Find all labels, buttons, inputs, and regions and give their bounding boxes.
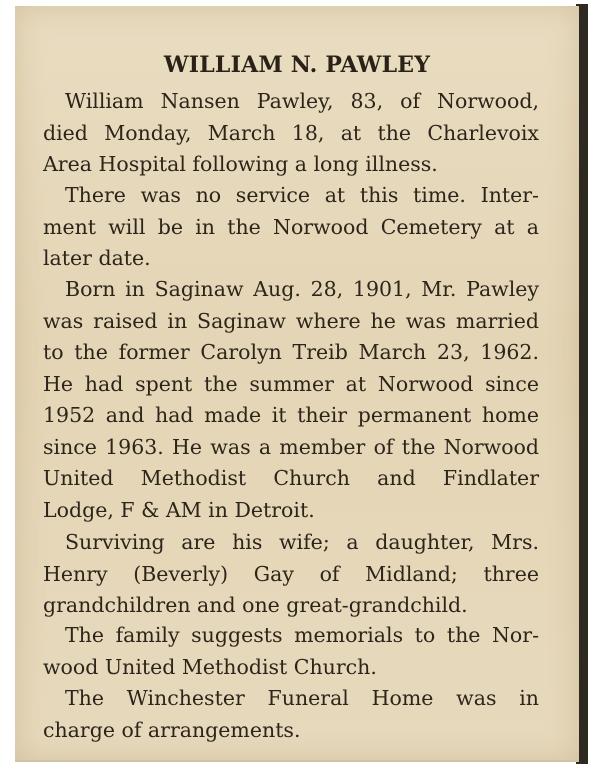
clipping-bottom-edge [15, 760, 579, 762]
newspaper-clipping [15, 6, 579, 762]
text-line: Lodge, F & AM in Detroit. [43, 497, 315, 522]
text-line: Born in Saginaw Aug. 28, 1901, Mr. Pawley [65, 277, 539, 301]
text-line: later date. [43, 246, 151, 270]
text-line: was raised in Saginaw where he was married [43, 308, 539, 333]
text-line: since 1963. He was a member of the Norwood [43, 434, 539, 459]
text-line: 1952 and had made it their permanent home [43, 403, 539, 427]
text-line: to the former Carolyn Treib March 23, 1962. [43, 340, 539, 364]
obituary-paragraph-biography [43, 274, 539, 526]
text-line: United Methodist Church and Findlater [43, 466, 539, 490]
text-line: He had spent the summer at Norwood since [43, 371, 539, 396]
text-line: grandchildren and one great-grandchild. [43, 593, 468, 617]
text-line: Surviving are his wife; a daughter, Mrs. [65, 530, 539, 554]
text-line: died Monday, March 18, at the Charlevoix [43, 120, 539, 145]
text-line: charge of arrangements. [43, 717, 301, 742]
text-line: The family suggests memorials to the Nor- [65, 623, 539, 647]
text-line: There was no service at this time. Inter- [65, 183, 539, 207]
text-line: ment will be in the Norwood Cemetery at a [43, 214, 539, 239]
text-line: Area Hospital following a long illness. [43, 152, 438, 176]
text-line: The Winchester Funeral Home was in [65, 686, 539, 710]
text-line: William Nansen Pawley, 83, of Norwood, [65, 89, 539, 113]
obituary-paragraph-memorials [43, 620, 539, 683]
obituary-paragraph-survivors [43, 527, 539, 622]
text-line: wood United Methodist Church. [43, 654, 377, 679]
obituary-paragraph-service [43, 180, 539, 275]
obituary-headline: WILLIAM N. PAWLEY [163, 52, 431, 78]
obituary-paragraph-arrangements [43, 683, 539, 746]
obituary-paragraph-death-notice [43, 86, 539, 181]
text-line: Henry (Beverly) Gay of Midland; three [43, 561, 539, 586]
